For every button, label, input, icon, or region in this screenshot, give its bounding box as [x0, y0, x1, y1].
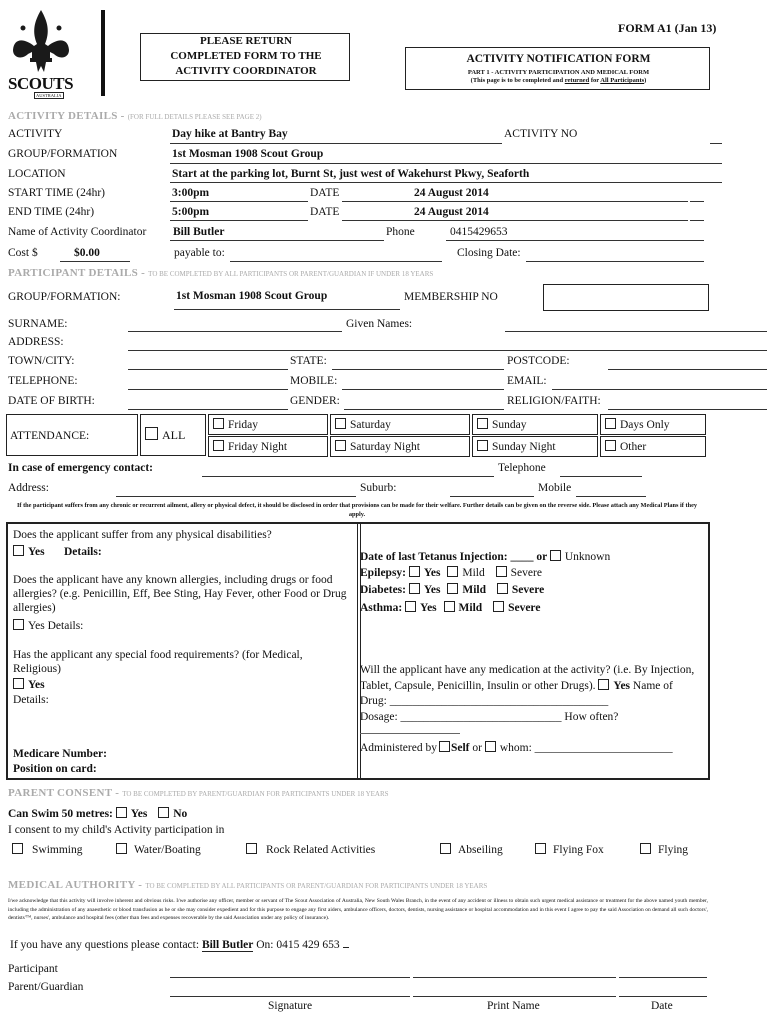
- return-line-3: ACTIVITY COORDINATOR: [175, 65, 317, 77]
- emergency-mobile-field[interactable]: [576, 496, 646, 497]
- group-value[interactable]: 1st Mosman 1908 Scout Group: [172, 148, 324, 160]
- questions-contact-name: Bill Butler: [201, 939, 254, 951]
- parent-date-field[interactable]: [619, 996, 707, 997]
- tetanus-unknown-checkbox[interactable]: [550, 550, 561, 561]
- form-part: PART 1 - ACTIVITY PARTICIPATION AND MEDICAL FORM: [467, 69, 650, 76]
- given-names-label: Given Names:: [346, 318, 413, 330]
- att-friday-cell[interactable]: [208, 414, 328, 435]
- att-friday-label: Friday: [228, 419, 259, 431]
- participant-details-heading: [8, 267, 433, 279]
- closing-date-label: Closing Date:: [457, 247, 521, 259]
- medicare-number-label[interactable]: Medicare Number:: [13, 748, 107, 760]
- attendance-all-label: ALL: [162, 428, 186, 442]
- surname-label: SURNAME:: [8, 318, 68, 330]
- administered-or: or: [472, 742, 482, 754]
- phone-label: Phone: [386, 226, 415, 238]
- membership-label: MEMBERSHIP NO: [404, 291, 498, 303]
- epilepsy-yes-label: Yes: [423, 567, 441, 579]
- form-note-mid: for: [589, 77, 601, 84]
- cost-underline: [60, 261, 130, 262]
- membership-field[interactable]: [543, 284, 709, 311]
- activity-label: ACTIVITY: [8, 128, 63, 140]
- consent-flying-fox-label: Flying Fox: [553, 844, 604, 856]
- att-saturday-night-cell[interactable]: [330, 436, 470, 457]
- att-days-only-checkbox[interactable]: [605, 418, 616, 429]
- medication-divider: [360, 733, 460, 734]
- coordinator-value[interactable]: Bill Butler: [173, 226, 225, 238]
- emergency-telephone-field[interactable]: [560, 476, 642, 477]
- scouts-logo: [8, 8, 78, 98]
- att-sunday-night-checkbox[interactable]: [477, 440, 488, 451]
- phone-value[interactable]: 0415429653: [450, 226, 508, 238]
- participant-group-value[interactable]: 1st Mosman 1908 Scout Group: [176, 290, 328, 302]
- religion-label: RELIGION/FAITH:: [507, 395, 601, 407]
- att-sunday-checkbox[interactable]: [477, 418, 488, 429]
- tetanus-row[interactable]: [360, 550, 610, 563]
- consent-water-boating-checkbox[interactable]: [116, 843, 127, 854]
- form-note: [406, 77, 711, 84]
- religion-field[interactable]: [608, 409, 767, 410]
- start-date-underline: [412, 201, 688, 202]
- attendance-all-checkbox[interactable]: [145, 427, 158, 440]
- consent-abseiling-label: Abseiling: [458, 844, 503, 856]
- medication-drug-field[interactable]: Drug: ______________________________________: [360, 695, 609, 707]
- att-days-only-label: Days Only: [620, 419, 670, 431]
- address-label: ADDRESS:: [8, 336, 64, 348]
- emergency-mobile-label: Mobile: [538, 482, 572, 494]
- allergy-question: Does the applicant have any known allergies, including drugs or food allergies? (e.g. Penicillin, Eff, Bee Sting, Hay Fever, other Food or Drug allergies): [13, 574, 347, 614]
- form-note-all: All Participants: [600, 77, 645, 84]
- gender-field[interactable]: [344, 409, 504, 410]
- disability-yes-checkbox[interactable]: [13, 545, 24, 556]
- att-other-label: Other: [620, 441, 647, 453]
- activity-heading-note: (FOR FULL DETAILS PLEASE SEE PAGE 2): [127, 113, 262, 121]
- postcode-field[interactable]: [608, 369, 767, 370]
- att-days-only-option[interactable]: [605, 418, 670, 431]
- cost-label: Cost $: [8, 247, 38, 259]
- activity-underline: [170, 143, 502, 144]
- att-sunday-night-option[interactable]: [477, 440, 556, 453]
- end-date-value[interactable]: 24 August 2014: [414, 206, 489, 218]
- attendance-label: ATTENDANCE:: [10, 430, 90, 442]
- attendance-label-cell: [6, 414, 138, 456]
- questions-label: If you have any questions please contact:: [10, 939, 200, 951]
- surname-field[interactable]: [128, 331, 342, 332]
- consent-abseiling-checkbox[interactable]: [440, 843, 451, 854]
- email-field[interactable]: [552, 389, 767, 390]
- questions-contact-phone: On: 0415 429 653: [256, 939, 340, 951]
- medication-yes-checkbox[interactable]: [598, 679, 609, 690]
- return-line-1: PLEASE RETURN: [200, 35, 292, 47]
- start-time-label: START TIME (24hr): [8, 187, 105, 199]
- participant-signature-field[interactable]: [170, 977, 410, 978]
- consent-flying[interactable]: [640, 843, 688, 856]
- consent-swimming-checkbox[interactable]: [12, 843, 23, 854]
- return-line-2: COMPLETED FORM TO THE: [170, 50, 322, 62]
- payable-label: payable to:: [174, 247, 225, 259]
- att-days-only-cell[interactable]: [600, 414, 706, 435]
- activity-value[interactable]: Day hike at Bantry Bay: [172, 128, 288, 140]
- location-value[interactable]: Start at the parking lot, Burnt St, just west of Wakehurst Pkwy, Seaforth: [172, 168, 530, 180]
- swim-no-checkbox[interactable]: [158, 807, 169, 818]
- consent-rock-related-checkbox[interactable]: [246, 843, 257, 854]
- start-time-underline: [170, 201, 308, 202]
- att-saturday-label: Saturday: [350, 419, 391, 431]
- swim-yes-label: Yes: [130, 808, 148, 820]
- town-field[interactable]: [128, 369, 288, 370]
- end-time-value[interactable]: 5:00pm: [172, 206, 210, 218]
- illness-disclosure-note: If the participant suffers from any chronic or recurrent ailment, allery or physical defect, it should be disclosed in order that provisions can be made for their welfare. Further details can be given on the reverse side. Please attach any Medical Plans if they apply.: [16, 502, 698, 518]
- form-note-post: ): [644, 77, 647, 84]
- diabetes-severe-checkbox[interactable]: [497, 583, 508, 594]
- postcode-label: POSTCODE:: [507, 355, 570, 367]
- diabetes-severe-label: Severe: [511, 584, 545, 596]
- return-notice-box: [140, 33, 350, 81]
- mobile-label: MOBILE:: [290, 375, 338, 387]
- end-date-tail: [690, 220, 704, 221]
- print-name-column-label: Print Name: [487, 1000, 540, 1012]
- attendance-all-cell[interactable]: [140, 414, 206, 456]
- consent-swimming-label: Swimming: [32, 844, 83, 856]
- start-date-label: DATE: [310, 187, 340, 199]
- location-label: LOCATION: [8, 168, 66, 180]
- participant-print-field[interactable]: [413, 977, 616, 978]
- end-date-gap-underline: [342, 220, 412, 221]
- participant-group-label: GROUP/FORMATION:: [8, 291, 121, 303]
- consent-water-boating-label: Water/Boating: [134, 844, 201, 856]
- participant-heading-note: TO BE COMPLETED BY ALL PARTICIPANTS OR PARENT/GUARDIAN IF UNDER 18 YEARS: [148, 270, 434, 278]
- disability-yes-label: Yes: [28, 546, 45, 558]
- att-saturday-checkbox[interactable]: [335, 418, 346, 429]
- att-friday-checkbox[interactable]: [213, 418, 224, 429]
- consent-text: I consent to my child's Activity participation in: [8, 824, 225, 836]
- activity-no-field[interactable]: [710, 143, 722, 144]
- phone-underline: [446, 240, 704, 241]
- given-names-field[interactable]: [505, 331, 767, 332]
- date-column-label: Date: [651, 1000, 673, 1012]
- start-time-value[interactable]: 3:00pm: [172, 187, 210, 199]
- parent-signature-field[interactable]: [170, 996, 410, 997]
- cost-value[interactable]: $0.00: [74, 247, 100, 259]
- diabetes-yes-label: Yes: [423, 584, 441, 596]
- consent-flying-label: Flying: [658, 844, 689, 856]
- food-yes-option[interactable]: [13, 678, 45, 691]
- medical-authority-heading-note: TO BE COMPLETED BY ALL PARTICIPANTS OR PARENT/GUARDIAN FOR PARTICIPANTS UNDER 18 YEARS: [145, 882, 488, 890]
- medicare-position-label[interactable]: Position on card:: [13, 763, 97, 775]
- food-yes-checkbox[interactable]: [13, 678, 24, 689]
- asthma-label: Asthma:: [360, 602, 403, 614]
- swim-yes-checkbox[interactable]: [116, 807, 127, 818]
- att-friday-night-cell[interactable]: [208, 436, 328, 457]
- asthma-severe-label: Severe: [508, 602, 541, 614]
- medical-authority-text: I/we acknowledge that this activity will involve inherent and obvious risks. I/we authorise any officer, member or servant of The Scout Association of Australia, New South Wales Branch, in the event of any accident or illness to obtain such urgent medical assistance or treatment for the above named youth member, including the administration of any anaesthetic or blood transfusion as he or she may consider expedient and for this purpose to engage any first aiders, ambulance officers, doctors, dentists, nursing assistance or hospital accommodation and in this event I agree to pay the said Association on demand all such doctors', dentists'™, nurses', ambulance and hospital fees (other than fees and expenses recoverable by the said Association under any policy of insurance).: [8, 898, 708, 921]
- tetanus-unknown-label: Unknown: [564, 551, 611, 563]
- end-time-label: END TIME (24hr): [8, 206, 95, 218]
- parent-consent-heading-text: PARENT CONSENT -: [8, 787, 123, 799]
- medication-question: Will the applicant have any medication at the activity? (i.e. By Injection, Tablet, Capsule, Penicillin, Insulin or other Drugs).: [360, 664, 695, 692]
- epilepsy-label: Epilepsy:: [360, 567, 407, 579]
- form-code: FORM A1 (Jan 13): [618, 21, 717, 35]
- state-label: STATE:: [290, 355, 327, 367]
- medication-yes-label: Yes: [613, 680, 631, 692]
- parent-consent-heading: [8, 787, 389, 799]
- group-underline: [170, 163, 722, 164]
- tetanus-label: Date of last Tetanus Injection: ____ or: [360, 551, 547, 563]
- emergency-telephone-label: Telephone: [498, 462, 546, 474]
- email-label: EMAIL:: [507, 375, 547, 387]
- emergency-suburb-field[interactable]: [450, 496, 534, 497]
- att-sunday-night-label: Sunday Night: [492, 441, 556, 453]
- dob-label: DATE OF BIRTH:: [8, 395, 95, 407]
- asthma-row[interactable]: [360, 601, 540, 614]
- food-question: Has the applicant any special food requirements? (for Medical, Religious): [13, 649, 303, 675]
- parent-consent-heading-note: TO BE COMPLETED BY PARENT/GUARDIAN FOR PARTICIPANTS UNDER 18 YEARS: [122, 790, 389, 798]
- epilepsy-severe-checkbox[interactable]: [496, 566, 507, 577]
- participant-sign-label: Participant: [8, 963, 58, 975]
- administered-whom-checkbox[interactable]: [485, 741, 496, 752]
- att-friday-night-option[interactable]: [213, 440, 287, 453]
- start-date-gap-underline: [342, 201, 412, 202]
- consent-flying-checkbox[interactable]: [640, 843, 651, 854]
- state-field[interactable]: [332, 369, 504, 370]
- food-details-label: Details:: [13, 694, 49, 706]
- epilepsy-mild-label: Mild: [462, 567, 485, 579]
- location-underline: [170, 182, 722, 183]
- consent-flying-fox[interactable]: [535, 843, 604, 856]
- att-other-option[interactable]: [605, 440, 646, 453]
- disability-question: Does the applicant suffer from any physical disabilities?: [13, 529, 272, 541]
- administered-whom-field: whom: ________________________: [499, 742, 673, 754]
- activity-heading-text: ACTIVITY DETAILS -: [8, 110, 128, 122]
- start-date-tail: [690, 201, 704, 202]
- asthma-yes-checkbox[interactable]: [405, 601, 416, 612]
- end-date-underline: [412, 220, 688, 221]
- address-field[interactable]: [128, 350, 767, 351]
- medication-name-of: Name of: [632, 680, 673, 692]
- mobile-field[interactable]: [342, 389, 504, 390]
- activity-no-label: ACTIVITY NO: [504, 128, 578, 140]
- group-label: GROUP/FORMATION: [8, 148, 118, 160]
- diabetes-mild-checkbox[interactable]: [447, 583, 458, 594]
- epilepsy-row[interactable]: [360, 566, 542, 579]
- att-other-cell[interactable]: [600, 436, 706, 457]
- administered-label: Administered by: [360, 742, 437, 754]
- epilepsy-severe-label: Severe: [510, 567, 542, 579]
- diabetes-row[interactable]: [360, 583, 544, 596]
- coordinator-underline: [170, 240, 384, 241]
- medical-authority-heading-text: MEDICAL AUTHORITY -: [8, 879, 146, 891]
- consent-abseiling[interactable]: [440, 843, 503, 856]
- asthma-mild-checkbox[interactable]: [444, 601, 455, 612]
- attendance-all-option[interactable]: [145, 427, 185, 443]
- start-date-value[interactable]: 24 August 2014: [414, 187, 489, 199]
- att-saturday-night-checkbox[interactable]: [335, 440, 346, 451]
- form-note-pre: (This page is to be completed and: [470, 77, 565, 84]
- allergy-yes-checkbox[interactable]: [13, 619, 24, 630]
- administered-row[interactable]: [360, 741, 673, 754]
- emergency-contact-label: In case of emergency contact:: [8, 462, 153, 474]
- emergency-address-field[interactable]: [116, 496, 356, 497]
- fleur-de-lis-icon: [10, 8, 72, 80]
- consent-flying-fox-checkbox[interactable]: [535, 843, 546, 854]
- coordinator-label: Name of Activity Coordinator: [8, 226, 147, 238]
- medication-dosage-field[interactable]: Dosage: ____________________________ How often?: [360, 711, 619, 723]
- gender-label: GENDER:: [290, 395, 340, 407]
- emergency-suburb-label: Suburb:: [360, 482, 397, 494]
- consent-swimming[interactable]: [12, 843, 82, 856]
- epilepsy-mild-checkbox[interactable]: [447, 566, 458, 577]
- disability-yes-option[interactable]: [13, 545, 45, 558]
- end-date-label: DATE: [310, 206, 340, 218]
- logo-subtext: AUSTRALIA: [36, 93, 62, 98]
- administered-self-label: Self: [450, 742, 470, 754]
- asthma-mild-label: Mild: [458, 602, 483, 614]
- participant-heading-text: PARTICIPANT DETAILS -: [8, 267, 149, 279]
- logo-text: SCOUTS: [8, 74, 74, 93]
- emergency-address-label: Address:: [8, 482, 49, 494]
- att-saturday-option[interactable]: [335, 418, 391, 431]
- att-sunday-night-cell[interactable]: [472, 436, 598, 457]
- diabetes-label: Diabetes:: [360, 584, 406, 596]
- swim-row[interactable]: [8, 807, 187, 820]
- diabetes-yes-checkbox[interactable]: [409, 583, 420, 594]
- att-sunday-option[interactable]: [477, 418, 527, 431]
- swim-label: Can Swim 50 metres:: [8, 808, 113, 820]
- att-saturday-cell[interactable]: [330, 414, 470, 435]
- town-label: TOWN/CITY:: [8, 355, 75, 367]
- telephone-label: TELEPHONE:: [8, 375, 78, 387]
- food-yes-label: Yes: [28, 679, 45, 691]
- disability-details-label: Details:: [64, 546, 102, 558]
- consent-rock-related-label: Rock Related Activities: [266, 844, 376, 856]
- questions-row: [10, 939, 349, 951]
- att-friday-option[interactable]: [213, 418, 258, 431]
- dob-field[interactable]: [128, 409, 288, 410]
- asthma-severe-checkbox[interactable]: [493, 601, 504, 612]
- att-sunday-cell[interactable]: [472, 414, 598, 435]
- epilepsy-yes-checkbox[interactable]: [409, 566, 420, 577]
- closing-date-field[interactable]: [526, 261, 704, 262]
- att-saturday-night-option[interactable]: [335, 440, 420, 453]
- parent-sign-label: Parent/Guardian: [8, 981, 84, 993]
- administered-self-checkbox[interactable]: [439, 741, 450, 752]
- att-saturday-night-label: Saturday Night: [350, 441, 420, 453]
- medication-block: [360, 662, 705, 694]
- att-other-checkbox[interactable]: [605, 440, 616, 451]
- telephone-field[interactable]: [128, 389, 288, 390]
- diabetes-mild-label: Mild: [462, 584, 487, 596]
- questions-tail: [343, 947, 349, 948]
- swim-no-label: No: [173, 808, 188, 820]
- form-note-returned: returned: [564, 77, 590, 84]
- att-sunday-label: Sunday: [492, 419, 527, 431]
- parent-print-field[interactable]: [413, 996, 616, 997]
- consent-water-boating[interactable]: [116, 843, 201, 856]
- medical-authority-heading: [8, 879, 487, 891]
- payable-field[interactable]: [230, 261, 442, 262]
- form-title-box: [405, 47, 710, 90]
- att-friday-night-label: Friday Night: [228, 441, 288, 453]
- signature-column-label: Signature: [268, 1000, 313, 1012]
- logo-divider: [101, 10, 105, 96]
- emergency-contact-field[interactable]: [202, 476, 494, 477]
- asthma-yes-label: Yes: [420, 602, 437, 614]
- allergy-yes-option[interactable]: [13, 619, 83, 632]
- allergy-yes-details-label: Yes Details:: [28, 620, 84, 632]
- activity-details-heading: [8, 110, 262, 122]
- end-time-underline: [170, 220, 308, 221]
- form-title: ACTIVITY NOTIFICATION FORM: [466, 53, 651, 65]
- participant-group-underline: [174, 309, 400, 310]
- participant-date-field[interactable]: [619, 977, 707, 978]
- consent-rock-related[interactable]: [246, 843, 375, 856]
- att-friday-night-checkbox[interactable]: [213, 440, 224, 451]
